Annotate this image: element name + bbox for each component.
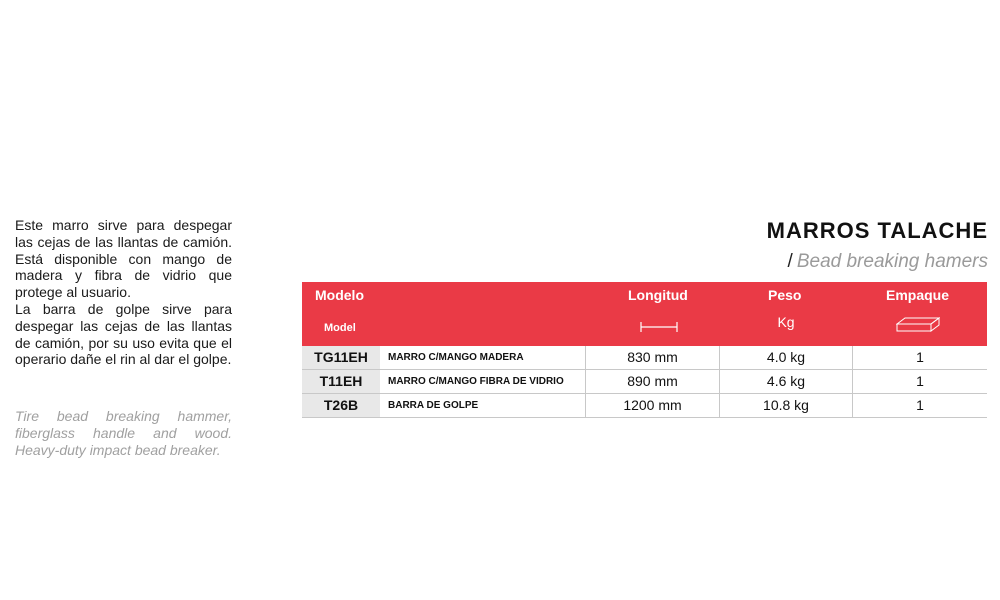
header-packaging: Empaque — [886, 287, 950, 303]
header-weight: Peso — [768, 287, 802, 303]
table-row — [302, 346, 987, 370]
row-code: T11EH — [302, 370, 380, 393]
page-title: MARROS TALACHE — [766, 218, 988, 243]
header-length: Longitud — [628, 287, 688, 303]
table-header — [302, 282, 987, 346]
header-model-en: Model — [324, 322, 356, 334]
row-pack: 1 — [916, 373, 924, 389]
row-weight: 4.0 kg — [766, 349, 806, 365]
description-paragraph-hammer: Este marro sirve para despegar las cejas de las llantas de camión. Está disponible con mango de madera y fibra de vidrio que protege al usuario. — [15, 217, 232, 301]
row-pack: 1 — [916, 349, 924, 365]
header-model: Modelo — [315, 287, 364, 303]
row-code: TG11EH — [302, 346, 380, 369]
row-length: 890 mm — [627, 373, 678, 389]
row-length: 830 mm — [627, 349, 678, 365]
product-description-es — [15, 217, 232, 368]
page-subtitle — [788, 251, 988, 273]
row-code: T26B — [302, 394, 380, 417]
row-name: MARRO C/MANGO FIBRA DE VIDRIO — [388, 376, 564, 387]
length-measure-icon — [640, 322, 678, 332]
subtitle-slash: / — [787, 251, 793, 272]
box-icon — [896, 316, 940, 332]
product-table — [302, 282, 987, 418]
row-pack: 1 — [916, 397, 924, 413]
table-row — [302, 370, 987, 394]
header-weight-unit: Kg — [777, 314, 795, 330]
row-weight: 10.8 kg — [763, 397, 809, 413]
row-name: BARRA DE GOLPE — [388, 400, 479, 411]
table-row — [302, 394, 987, 418]
subtitle-text: Bead breaking hamers — [796, 251, 988, 272]
description-paragraph-bar: La barra de golpe sirve para despegar las cejas de las llantas de camión, por su uso evita que el operario dañe el rin al dar el golpe. — [15, 300, 232, 368]
product-description-en: Tire bead breaking hammer, fiberglass handle and wood. Heavy-duty impact bead breaker. — [15, 408, 232, 458]
row-length: 1200 mm — [623, 397, 682, 413]
row-weight: 4.6 kg — [766, 373, 806, 389]
row-name: MARRO C/MANGO MADERA — [388, 352, 524, 363]
